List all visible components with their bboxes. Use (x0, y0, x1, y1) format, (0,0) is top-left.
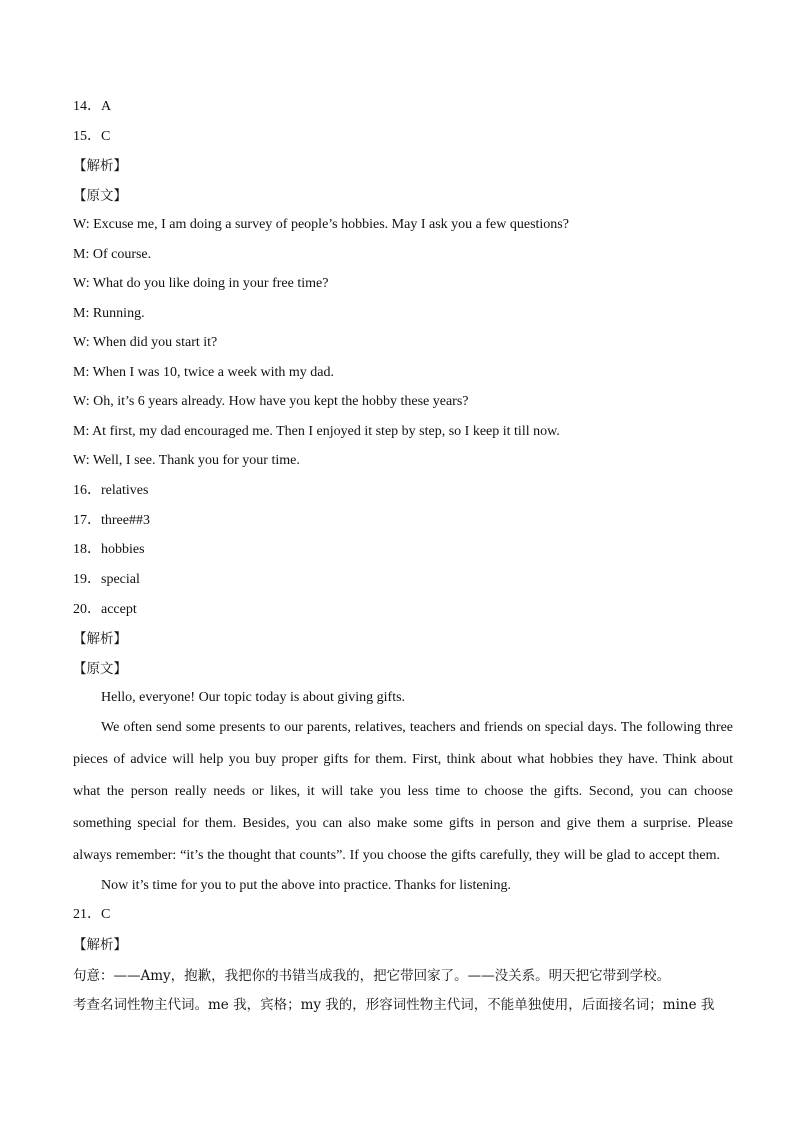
answer-18: 18．hobbies (73, 542, 145, 557)
dialogue-line: W: Oh, it’s 6 years already. How have you kept the hobby these years? (73, 394, 469, 409)
answer-16: 16．relatives (73, 483, 149, 498)
answer-21: 21．C (73, 907, 111, 922)
dialogue-line: W: Well, I see. Thank you for your time. (73, 453, 300, 468)
answer-17: 17．three##3 (73, 513, 150, 528)
dialogue-line: M: Running. (73, 306, 145, 321)
dialogue-line: W: Excuse me, I am doing a survey of people’s hobbies. May I ask you a few questions? (73, 217, 569, 232)
answer-19: 19．special (73, 572, 140, 587)
passage-intro: Hello, everyone! Our topic today is about giving gifts. (101, 690, 406, 705)
dialogue-line: M: When I was 10, twice a week with my dad. (73, 365, 335, 380)
dialogue-line: M: Of course. (73, 247, 152, 262)
passage-body: We often send some presents to our parents, relatives, teachers and friends on special days. The following three pieces of advice will help you buy proper gifts for them. First, think about what hobbies they have. Think about what the person really needs or likes, it will take you less time to choose the gifts. Second, you can choose something special for them. Besides, you can also make some gifts in person and give them a surprise. Please always remember: “it’s the thought that counts”. If you choose the gifts carefully, they will be glad to accept them. (73, 720, 733, 863)
grammar-explanation: 考查名词性物主代词。me 我，宾格；my 我的，形容词性物主代词，不能单独使用，后面接名词；mine 我 (73, 997, 715, 1013)
section-heading-analysis: 【解析】 (73, 631, 127, 647)
dialogue-line: W: When did you start it? (73, 335, 218, 350)
passage-ending: Now it’s time for you to put the above into practice. Thanks for listening. (101, 878, 511, 893)
section-heading-analysis: 【解析】 (73, 937, 127, 953)
answer-14: 14．A (73, 99, 112, 114)
section-heading-analysis: 【解析】 (73, 158, 127, 174)
answer-15: 15．C (73, 129, 111, 144)
dialogue-line: M: At first, my dad encouraged me. Then I enjoyed it step by step, so I keep it till now. (73, 424, 560, 439)
answer-20: 20．accept (73, 602, 137, 617)
sentence-meaning: 句意：——Amy，抱歉，我把你的书错当成我的，把它带回家了。——没关系。明天把它带到学校。 (73, 968, 671, 984)
dialogue-line: W: What do you like doing in your free time? (73, 276, 329, 291)
section-heading-original-text: 【原文】 (73, 188, 127, 204)
section-heading-original-text: 【原文】 (73, 661, 127, 677)
